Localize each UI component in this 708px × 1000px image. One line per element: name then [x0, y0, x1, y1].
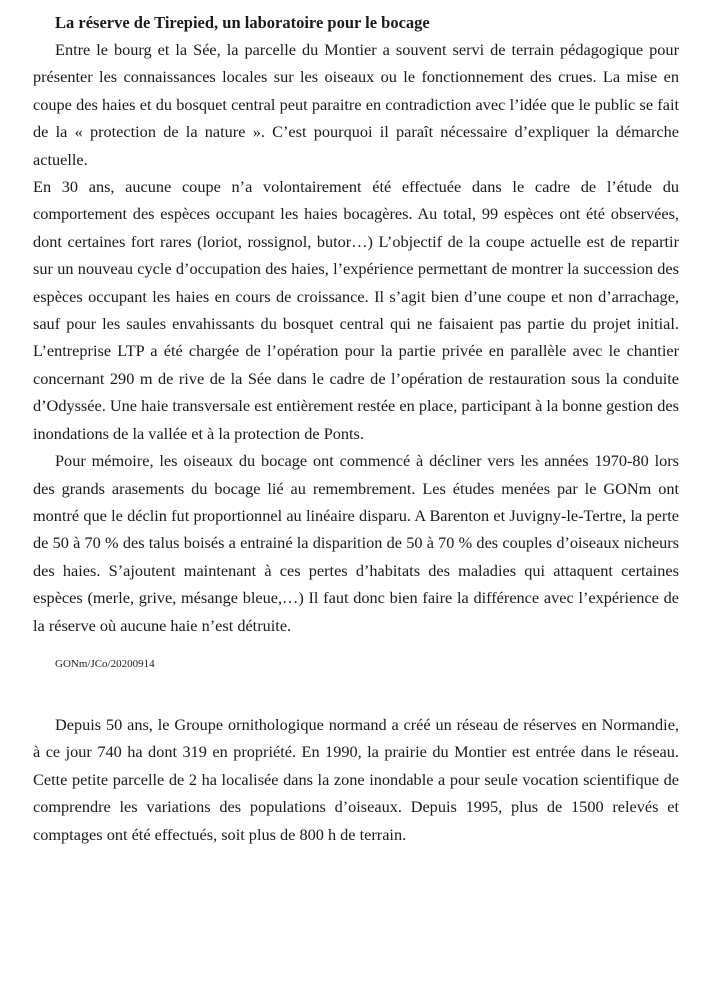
paragraph-thirty-years: En 30 ans, aucune coupe n’a volontairement été effectuée dans le cadre de l’étude du comportement des espèces occupant les haies bocagères. Au total, 99 espèces ont été observées, dont certaines fort rares (loriot, rossignol, butor…) L’objectif de la coupe actuelle est de repartir sur un nouveau cycle d’occupation des haies, l’expérience permettant de montrer la succession des espèces occupant les haies en cours de croissance. Il s’agit bien d’une coupe et non d’arrachage, sauf pour les saules envahissants du bosquet central qui ne faisaient pas partie du projet initial. L’entreprise LTP a été chargée de l’opération pour la partie privée en parallèle avec le chantier concernant 290 m de rive de la Sée dans le cadre de l’opération de restauration sous la conduite d’Odyssée. Une haie transversale est entièrement restée en place, participant à la bonne gestion des inondations de la vallée et à la protection de Ponts. [33, 177, 679, 443]
article-title: La réserve de Tirepied, un laboratoire pour le bocage [55, 13, 430, 32]
paragraph-memory: Pour mémoire, les oiseaux du bocage ont commencé à décliner vers les années 1970-80 lors des grands arasements du bocage lié au remembrement. Les études menées par le GONm ont montré que le déclin fut proportionnel au linéaire disparu. A Barenton et Juvigny-le-Tertre, la perte de 50 à 70 % des talus boisés a entrainé la disparition de 50 à 70 % des couples d’oiseaux nicheurs des haies. S’ajoutent maintenant à ces pertes d’habitats des maladies qui attaquent certaines espèces (merle, grive, mésange bleue,…) Il faut donc bien faire la différence avec l’expérience de la réserve où aucune haie n’est détruite. [33, 451, 679, 635]
paragraph-intro: Entre le bourg et la Sée, la parcelle du Montier a souvent servi de terrain pédagogique pour présenter les connaissances locales sur les oiseaux ou le fonctionnement des crues. La mise en coupe des haies et du bosquet central peut paraitre en contradiction avec l’idée que le public se fait de la « protection de la nature ». C’est pourquoi il paraît nécessaire d’expliquer la démarche actuelle. [33, 40, 679, 169]
spacer [33, 671, 679, 711]
paragraph-gonm-network: Depuis 50 ans, le Groupe ornithologique normand a créé un réseau de réserves en Normandie, à ce jour 740 ha dont 319 en propriété. En 1990, la prairie du Montier est entrée dans le réseau. Cette petite parcelle de 2 ha localisée dans la zone inondable a pour seule vocation scientifique de comprendre les variations des populations d’oiseaux. Depuis 1995, plus de 1500 relevés et comptages ont été effectués, soit plus de 800 h de terrain. [33, 714, 679, 844]
document-page [33, 10, 679, 1000]
signature-reference: GONm/JCo/20200914 [55, 657, 155, 670]
spacer [33, 639, 679, 657]
